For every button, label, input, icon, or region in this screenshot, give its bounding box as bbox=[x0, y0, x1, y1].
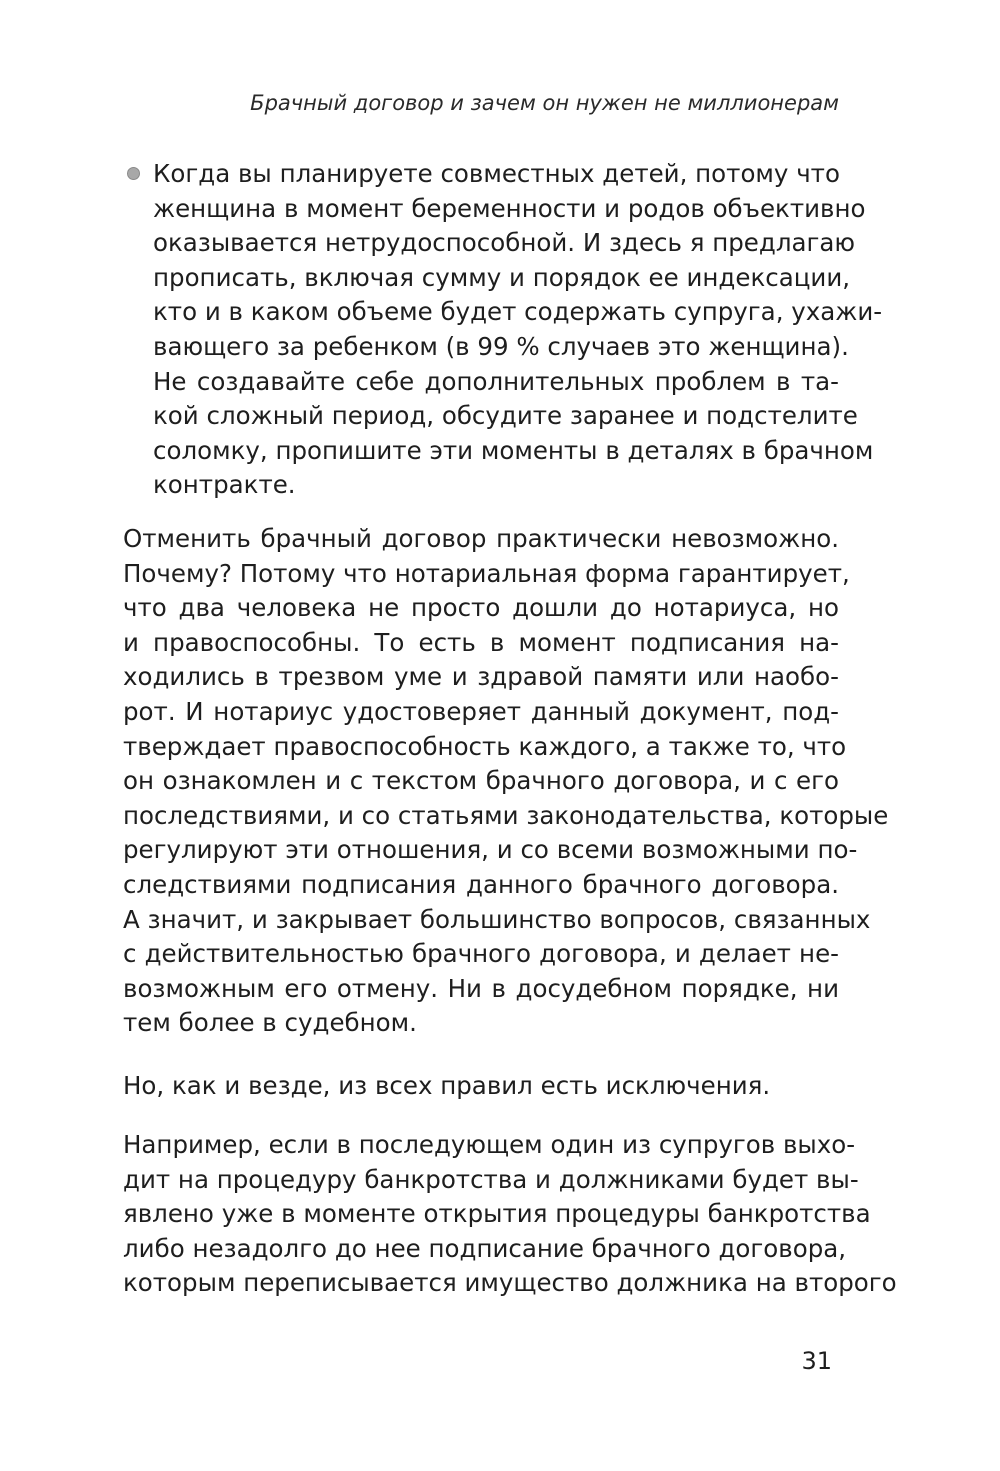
paragraph-line: дит на процедуру банкротства и должниками будет вы- bbox=[123, 1164, 859, 1194]
bullet-line: женщина в момент беременности и родов объективно bbox=[153, 193, 866, 223]
paragraph-line: Отменить брачный договор практически невозможно. bbox=[123, 524, 839, 553]
bullet-line: вающего за ребенком (в 99 % случаев это женщина). bbox=[153, 331, 849, 361]
paragraph-line: регулируют эти отношения, и со всеми возможными по- bbox=[123, 835, 858, 865]
paragraph-line: либо незадолго до нее подписание брачного договора, bbox=[123, 1233, 847, 1263]
running-header: Брачный договор и зачем он нужен не миллионерам bbox=[250, 91, 839, 115]
paragraph-line: А значит, и закрывает большинство вопросов, связанных bbox=[123, 904, 871, 934]
paragraph-line: тем более в судебном. bbox=[123, 1008, 417, 1038]
bullet-line: контракте. bbox=[153, 470, 296, 500]
paragraph-line: с действительностью брачного договора, и делает не- bbox=[123, 939, 839, 969]
bullet-line: соломку, пропишите эти моменты в деталях в брачном bbox=[153, 435, 874, 465]
bullet-line: кто и в каком объеме будет содержать супруга, ухажи- bbox=[153, 297, 883, 327]
paragraph-line: тверждает правоспособность каждого, а также то, что bbox=[123, 731, 847, 761]
paragraph-line: Но, как и везде, из всех правил есть исключения. bbox=[123, 1071, 771, 1100]
paragraph-line: что два человека не просто дошли до нотариуса, но bbox=[123, 593, 839, 623]
paragraph-line: и правоспособны. То есть в момент подписания на- bbox=[123, 627, 839, 657]
bullet-line: оказывается нетрудоспособной. И здесь я предлагаю bbox=[153, 228, 856, 258]
paragraph-line: ходились в трезвом уме и здравой памяти или наобо- bbox=[123, 662, 839, 692]
bullet-item bbox=[153, 157, 883, 503]
paragraph-example bbox=[123, 1128, 897, 1301]
paragraph-cancellation bbox=[123, 522, 889, 1041]
page-number: 31 bbox=[801, 1347, 832, 1375]
paragraph-line: он ознакомлен и с текстом брачного договора, и с его bbox=[123, 766, 839, 796]
paragraph-line: Например, если в последующем один из супругов выхо- bbox=[123, 1130, 856, 1159]
paragraph-line: рот. И нотариус удостоверяет данный документ, под- bbox=[123, 696, 839, 726]
bullet-dot-icon bbox=[127, 167, 140, 180]
paragraph-line: которым переписывается имущество должника на второго bbox=[123, 1268, 897, 1298]
bullet-line: Не создавайте себе дополнительных проблем в та- bbox=[153, 366, 839, 396]
paragraph-line: возможным его отмену. Ни в досудебном порядке, ни bbox=[123, 973, 839, 1003]
paragraph-line: последствиями, и со статьями законодательства, которые bbox=[123, 800, 889, 830]
paragraph-line: Почему? Потому что нотариальная форма гарантирует, bbox=[123, 558, 850, 588]
bullet-line: прописать, включая сумму и порядок ее индексации, bbox=[153, 262, 851, 292]
paragraph-line: явлено уже в моменте открытия процедуры банкротства bbox=[123, 1199, 871, 1229]
bullet-line: Когда вы планируете совместных детей, потому что bbox=[153, 159, 840, 188]
paragraph-exceptions bbox=[123, 1069, 839, 1104]
bullet-line: кой сложный период, обсудите заранее и подстелите bbox=[153, 401, 858, 431]
paragraph-line: следствиями подписания данного брачного договора. bbox=[123, 869, 839, 899]
